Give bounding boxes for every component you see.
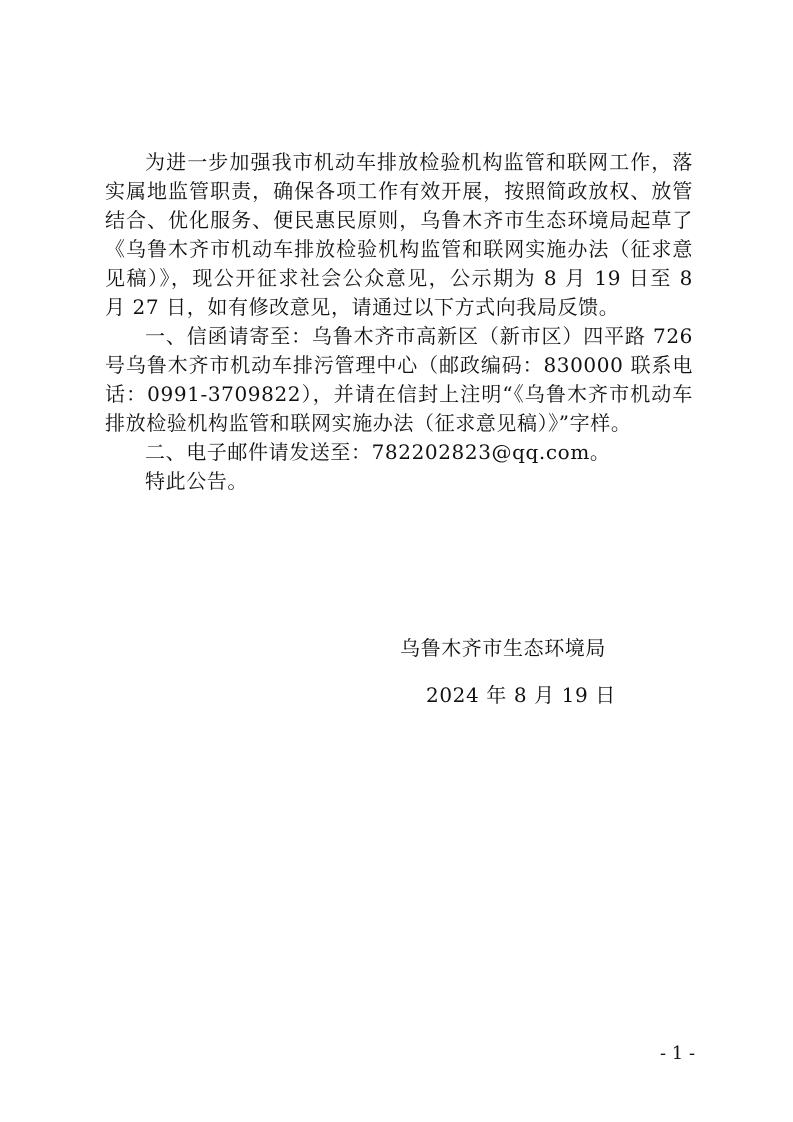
closing-paragraph: 特此公告。 — [145, 469, 248, 493]
email-instructions-paragraph: 二、电子邮件请发送至：782202823@qq.com。 — [145, 440, 611, 464]
signature-block — [400, 634, 660, 710]
page-number: - 1 - — [660, 1043, 696, 1064]
document-body — [105, 148, 693, 496]
signature-date: 2024 年 8 月 19 日 — [426, 683, 616, 707]
intro-paragraph: 为进一步加强我市机动车排放检验机构监管和联网工作，落实属地监管职责，确保各项工作有效开展，按照简政放权、放管结合、优化服务、便民惠民原则，乌鲁木齐市生态环境局起草了《乌鲁木齐市机动车排放检验机构监管和联网实施办法（征求意见稿）》，现公开征求社会公众意见，公示期为 8 月 19 日至 8 月 27 日，如有修改意见，请通过以下方式向我局反馈。 — [105, 150, 693, 319]
signature-organization: 乌鲁木齐市生态环境局 — [400, 636, 606, 660]
mail-instructions-paragraph: 一、信函请寄至：乌鲁木齐市高新区（新市区）四平路 726 号乌鲁木齐市机动车排污管理中心（邮政编码：830000 联系电话：0991-3709822），并请在信封上注明“《乌鲁木齐市机动车排放检验机构监管和联网实施办法（征求意见稿）》”字样。 — [105, 324, 693, 435]
